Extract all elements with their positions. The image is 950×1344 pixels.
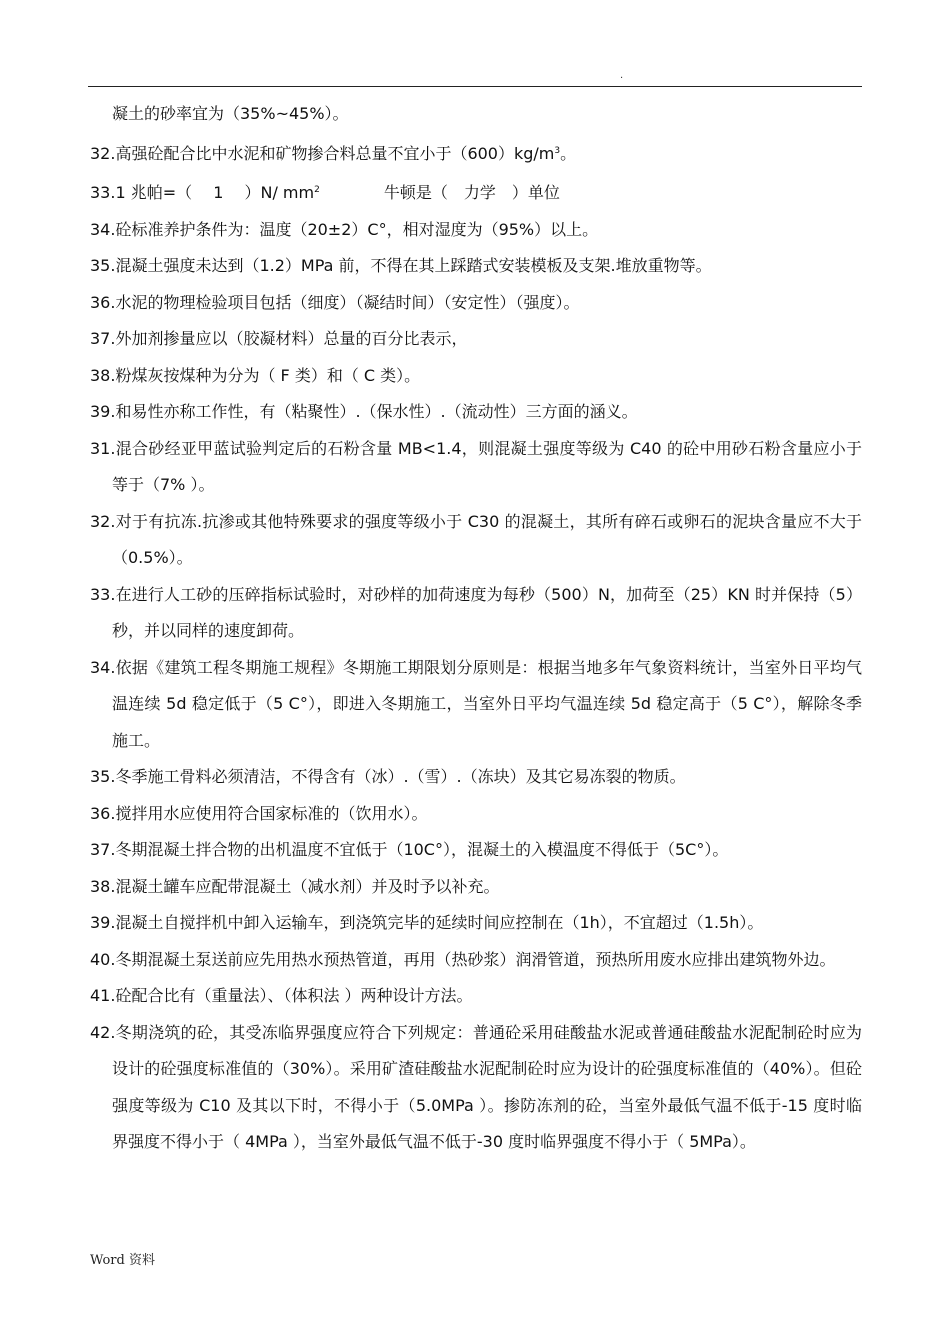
question-item xyxy=(90,942,862,979)
question-item xyxy=(90,869,862,906)
question-item xyxy=(90,321,862,358)
question-text: 32.对于有抗冻.抗渗或其他特殊要求的强度等级小于 C30 的混凝土，其所有碎石或卵石的泥块含量应不大于（0.5%）。 xyxy=(90,511,862,567)
header-mark: . xyxy=(620,70,624,81)
question-text: 39.和易性亦称工作性，有（粘聚性）.（保水性）.（流动性）三方面的涵义。 xyxy=(90,402,638,421)
question-text: 凝土的砂率宜为（35%~45%）。 xyxy=(112,104,349,123)
question-item xyxy=(90,978,862,1015)
question-text: 37.外加剂掺量应以（胶凝材料）总量的百分比表示， xyxy=(90,329,468,348)
question-item xyxy=(90,650,862,760)
question-item xyxy=(90,358,862,395)
question-text: 38.混凝土罐车应配带混凝土（减水剂）并及时予以补充。 xyxy=(90,876,500,896)
question-item xyxy=(90,504,862,577)
question-item xyxy=(90,796,862,833)
question-text: 37.冬期混凝土拌合物的出机温度不宜低于（10C°），混凝土的入模温度不得低于（5C°）。 xyxy=(90,840,729,859)
question-text: 34.砼标准养护条件为：温度（20±2）C°，相对湿度为（95%）以上。 xyxy=(90,219,599,239)
question-text: 41.砼配合比有（重量法）、（体积法 ）两种设计方法。 xyxy=(90,986,473,1005)
question-text: 34.依据《建筑工程冬期施工规程》冬期施工期限划分原则是：根据当地多年气象资料统计，当室外日平均气温连续 5d 稳定低于（5 C°），即进入冬期施工，当室外日平均气温连续 5d 稳定高于（5 C°），解除冬季施工。 xyxy=(90,657,862,750)
question-item xyxy=(90,832,862,869)
question-text: 35.冬季施工骨料必须清洁，不得含有（冰）.（雪）.（冻块）及其它易冻裂的物质。 xyxy=(90,767,686,786)
superscript: 2 xyxy=(314,185,320,195)
question-item xyxy=(90,248,862,285)
header-rule xyxy=(88,86,862,87)
document-body xyxy=(90,96,862,1161)
question-text: 33.1 兆帕=（ 1 ）N/ mm xyxy=(90,183,315,202)
question-text: 38.粉煤灰按煤种为分为（ F 类）和（ C 类）。 xyxy=(90,365,421,385)
question-text: 36.水泥的物理检验项目包括（细度）（凝结时间）（安定性）（强度）。 xyxy=(90,292,580,312)
question-item xyxy=(90,394,862,431)
question-text-tail: 牛顿是（ 力学 ）单位 xyxy=(319,183,560,202)
question-item xyxy=(90,96,862,133)
superscript: 3 xyxy=(554,145,561,156)
question-text: 32.高强砼配合比中水泥和矿物掺合料总量不宜小于（600）kg/m xyxy=(90,143,555,163)
question-item xyxy=(90,1015,862,1161)
question-item xyxy=(90,431,862,504)
question-item xyxy=(90,172,862,212)
question-text: 36.搅拌用水应使用符合国家标准的（饮用水）。 xyxy=(90,803,428,823)
question-text: 42.冬期浇筑的砼，其受冻临界强度应符合下列规定：普通砼采用硅酸盐水泥或普通硅酸盐水泥配制砼时应为设计的砼强度标准值的（30%）。采用矿渣硅酸盐水泥配制砼时应为设计的砼强度标准值的（40%）。但砼强度等级为 C10 及其以下时，不得小于（5.0MPa ）。掺防冻剂的砼，当室外最低气温不低于-15 度时临界强度不得小于（ 4MPa ），当室外最低气温不低于-30 度时临界强度不得小于（ 5MPa）。 xyxy=(90,1022,862,1151)
question-item xyxy=(90,905,862,942)
question-text: 39.混凝土自搅拌机中卸入运输车，到浇筑完毕的延续时间应控制在（1h），不宜超过（1.5h）。 xyxy=(90,913,764,932)
question-item xyxy=(90,133,862,173)
question-item xyxy=(90,759,862,796)
question-text: 35.混凝土强度未达到（1.2）MPa 前，不得在其上踩踏式安装模板及支架.堆放重物等。 xyxy=(90,256,712,275)
question-text: 33.在进行人工砂的压碎指标试验时，对砂样的加荷速度为每秒（500）N，加荷至（25）KN 时并保持（5）秒，并以同样的速度卸荷。 xyxy=(90,584,862,640)
question-item xyxy=(90,577,862,650)
question-text-tail: 。 xyxy=(560,143,577,163)
question-text: 31.混合砂经亚甲蓝试验判定后的石粉含量 MB<1.4，则混凝土强度等级为 C40 的砼中用砂石粉含量应小于等于（7% ）。 xyxy=(90,438,862,494)
footer-label: Word 资料 xyxy=(90,1253,155,1268)
question-item xyxy=(90,285,862,322)
question-item xyxy=(90,212,862,249)
question-text: 40.冬期混凝土泵送前应先用热水预热管道，再用（热砂浆）润滑管道，预热所用废水应排出建筑物外边。 xyxy=(90,949,836,969)
